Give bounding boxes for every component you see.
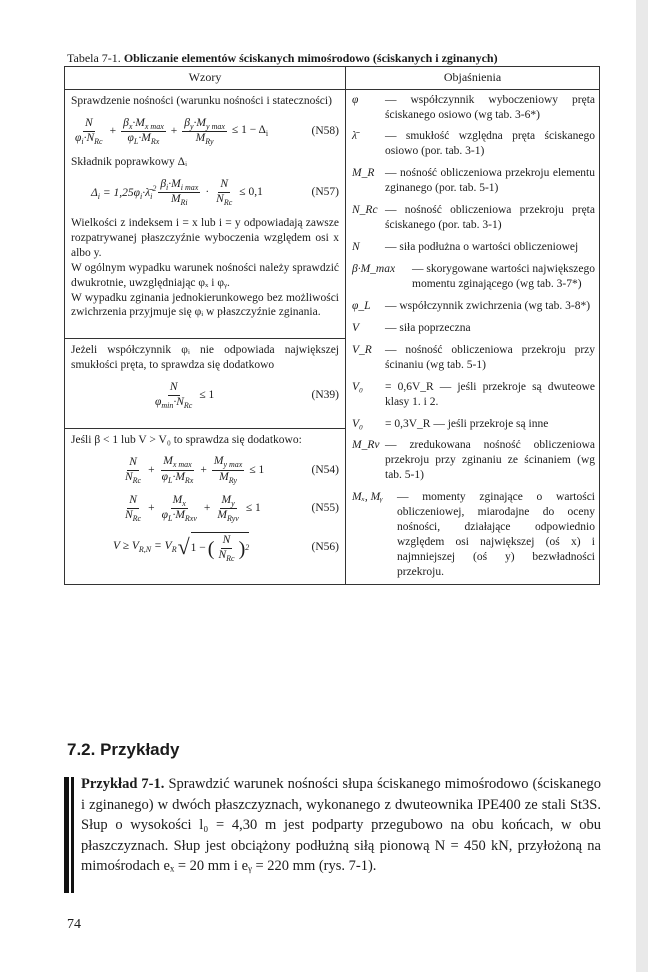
left-cell-n54-n56 [65, 428, 346, 584]
header-objasnienia: Objaśnienia [346, 67, 600, 90]
page-edge-shadow [636, 0, 648, 972]
explanation-description: — skorygowane wartości największego momentu zginającego (wg tab. 3-7*) [412, 263, 595, 290]
explanation-row [346, 126, 599, 163]
explanation-symbol: V_R [352, 343, 372, 356]
explanation-symbol: M_R [352, 167, 375, 180]
explanation-symbol: V₀ [352, 380, 364, 393]
example-label: Przykład 7-1. [81, 776, 165, 792]
equation-n55: N $N_{Rc}$ + $M_x$ $\varphi_L\cdot M_{Rxv}$ + $M_y$ $M_{Ryv}$ ≤ 1 (N55) [125, 493, 339, 524]
left-cell-main [65, 89, 346, 339]
explanation-row [346, 487, 599, 584]
explanation-symbol: N_Rc [352, 204, 378, 217]
explanation-description: — współczynnik wyboczeniowy pręta ściskanego osiowo (wg tab. 3-6*) [385, 93, 595, 121]
explanation-symbol: β·M_max [352, 263, 396, 276]
explanation-description: = 0,6V_R — jeśli przekroje są dwuteowe klasy 1. i 2. [385, 380, 595, 408]
eq-label-n56: (N56) [311, 541, 339, 554]
explanation-row [346, 90, 599, 127]
explanation-symbol: V [352, 321, 360, 334]
explanation-description: = 0,3V_R — jeśli przekroje są inne [385, 417, 549, 430]
equation-n54: N $N_{Rc}$ + $M_{x max}$ $\varphi_L\cdot M_{Rx}$ + $M_{y max}$ $M_{Ry}$ ≤ 1 (N54) [125, 455, 339, 486]
explanation-description: — zredukowana nośność obliczeniowa przekroju przy zginaniu ze ścinaniem (wg tab. 5-1) [385, 439, 595, 482]
explanation-symbol: N [352, 241, 360, 254]
explanation-row [346, 377, 599, 414]
skladnik-text: Składnik poprawkowy Δᵢ [71, 155, 187, 168]
page-number: 74 [67, 917, 81, 932]
left-cell-n39 [65, 339, 346, 428]
ogolny-text: W ogólnym wypadku warunek nośności należy sprawdzić dwukrotnie, uwzględniając φₓ i φᵧ. [71, 261, 339, 289]
caption-title: Obliczanie elementów ściskanych mimośrodowo (ściskanych i zginanych) [123, 51, 498, 65]
caption-label: Tabela 7-1. [67, 51, 121, 65]
formula-table [64, 66, 600, 585]
eq-label-n55: (N55) [311, 502, 339, 515]
explanation-description: — smukłość względna pręta ściskanego osiowo (por. tab. 3-1) [385, 130, 595, 158]
explanation-row [346, 435, 599, 487]
table-caption [67, 51, 498, 66]
wielkosci-text: Wielkości z indeksem i = x lub i = y odpowiadają zawsze rozpatrywanej płaszczyźnie wyboczenia względem osi x albo y. [71, 216, 339, 259]
eq-label-n39: (N39) [311, 389, 339, 402]
eq-label-n54: (N54) [311, 464, 339, 477]
explanation-row [346, 318, 599, 340]
margin-bar [64, 777, 69, 893]
explanation-description: — nośność obliczeniowa przekroju przy ścinaniu (wg tab. 5-1) [385, 343, 595, 371]
explanation-row [346, 340, 599, 377]
explanation-symbol: Mₓ, Mᵧ [352, 491, 383, 504]
explanation-symbol: φ [352, 93, 359, 106]
explanation-description: — współczynnik zwichrzenia (wg tab. 3-8*) [385, 299, 591, 312]
explanation-description: — siła poprzeczna [385, 321, 471, 334]
equation-n39: N $\varphi_{min}\cdot N_{Rc}$ ≤ 1 (N39) [155, 381, 339, 410]
explanation-row [346, 414, 599, 436]
explanation-symbol: M_Rv [352, 439, 380, 452]
intro-text: Sprawdzenie nośności (warunku nośności i stateczności) [71, 94, 332, 107]
explanation-description: — siła podłużna o wartości obliczeniowej [385, 241, 579, 254]
explanation-row [346, 259, 599, 296]
example-text: Sprawdzić warunek nośności słupa ściskanego mimośrodowo (ściskanego i zginanego) w dwóch płaszczyznach, wykonanego z dwuteownika IPE400 ze stali St3S. Słup o wysokości l₀ = 4,30 m jest podparty przegubowo na obu końcach, w obu płaszczyznach. Słup jest obciążony podłużną siłą pionową N = 450 kN, przyłożoną na mimośrodach eₓ = 20 mm i eᵧ = 220 mm (rys. 7-1). [81, 776, 602, 875]
explanation-description: — nośność obliczeniowa przekroju pręta ściskanego (por. tab. 3-1) [385, 204, 595, 232]
explanation-row [346, 163, 599, 200]
explanation-row [346, 296, 599, 318]
jezeli-text: Jeżeli współczynnik φᵢ nie odpowiada największej smukłości pręta, to sprawdza się dodatkowo [71, 344, 339, 372]
example-paragraph [81, 774, 601, 877]
explanation-symbol: V₀ [352, 417, 364, 430]
explanation-description: — momenty zginające o wartości obliczeniowej, miarodajne do oceny nośności, działające odpowiednio względem osi największej (oś x) i najmniejszej (oś y) bezwładności przekroju. [397, 491, 595, 578]
equation-n58: N $\varphi_i\cdot N_{Rc}$ + $\beta_x\cdot M_{x max}$ $\varphi_L\cdot M_{Rx}$ + $\beta_y\cdot M_{y max}$ $M_{Ry}$ ≤ $1 - \Delta_i$ (N58) [75, 116, 339, 147]
explanation-description: — nośność obliczeniowa przekroju elementu zginanego (por. tab. 5-1) [385, 167, 595, 195]
header-wzory: Wzory [65, 67, 346, 90]
margin-bar-thin [71, 777, 74, 893]
jesli-text: Jeśli β < 1 lub V > V₀ to sprawdza się dodatkowo: [71, 433, 302, 446]
right-cell-explanations [346, 89, 600, 584]
section-heading: 7.2. Przykłady [67, 740, 180, 759]
explanation-row [346, 200, 599, 237]
eq-label-n57: (N57) [311, 186, 339, 199]
eq-label-n58: (N58) [311, 125, 339, 138]
explanation-row [346, 237, 599, 259]
equation-n57: $\Delta_i$ = $1,25\varphi_i\cdot\lambdā_i^2$ $\beta_i\cdot M_{i max}$ $M_{Ri}$ · N $N_{Rc}$ ≤ 0,1 (N57) [91, 177, 339, 208]
explanation-symbol: λ̄ [352, 130, 357, 143]
zginania-text: W wypadku zginania jednokierunkowego bez możliwości zwichrzenia przyjmuje się φᵢ w płaszczyźnie zginania. [71, 291, 339, 319]
explanation-symbol: φ_L [352, 299, 371, 312]
equation-n56: $V \ge V_{R,N} = V_R$ √ 1 − ( N $N_{Rc}$ ) 2 (N56) [113, 533, 339, 563]
